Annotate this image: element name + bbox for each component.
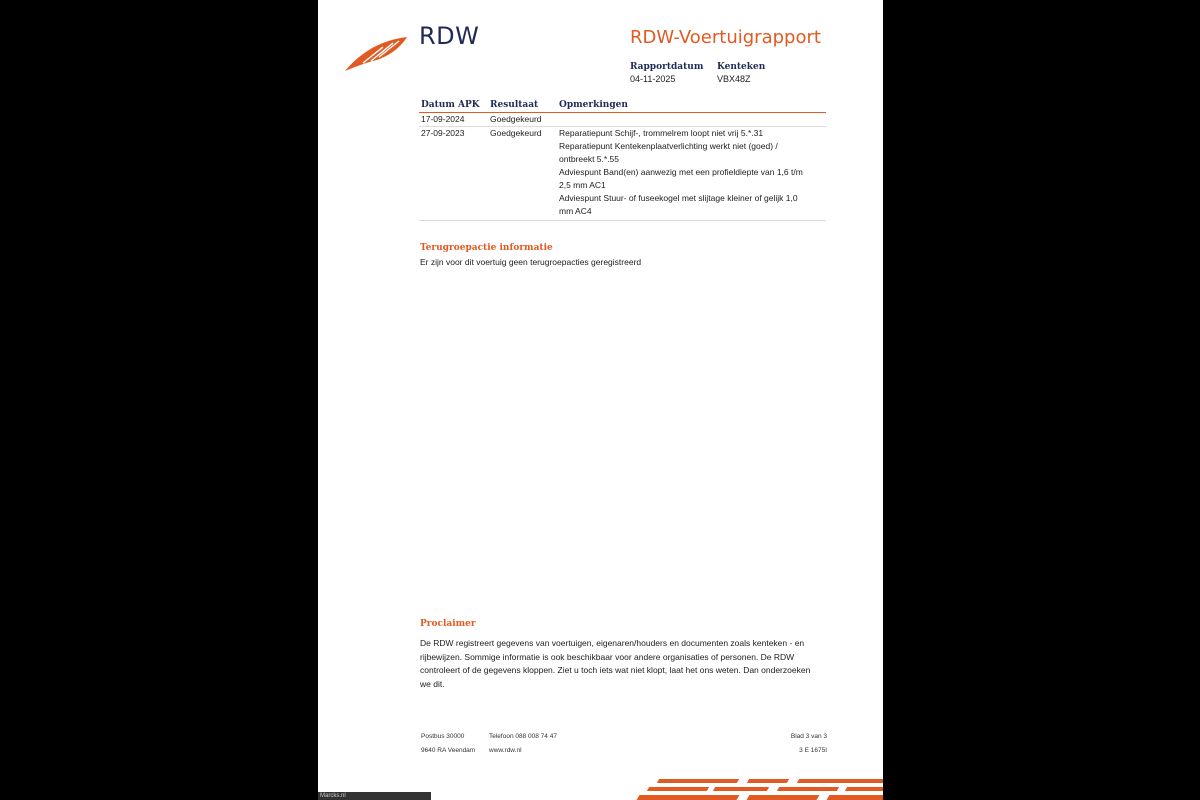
apk-result: Goedgekeurd (490, 128, 542, 138)
report-title: RDW-Voertuigrapport (630, 27, 821, 48)
apk-date: 17-09-2024 (421, 114, 465, 124)
proclaimer-text: De RDW registreert gegevens van voertuigen, eigenaren/houders en documenten zoals kenteken - en rijbewijzen. Sommige informatie is ook beschikbaar voor andere organisaties of personen. De RDW controleert of de gegevens kloppen. Ziet u toch iets wat niet klopt, laat het ons weten. Dan onderzoeken we dit. (420, 638, 811, 689)
table-row (419, 113, 826, 127)
watermark-text: Marcks.nl (320, 793, 346, 799)
column-header-remarks: Opmerkingen (559, 100, 628, 110)
apk-remarks (559, 127, 809, 218)
report-date-label: Rapportdatum (630, 62, 704, 72)
remark-item: Reparatiepunt Schijf-, trommelrem loopt niet vrij 5.*.31 (559, 128, 764, 138)
footer-website[interactable]: www.rdw.nl (489, 747, 522, 754)
footer-code: 3 E 1675I (799, 747, 827, 754)
logo-text: RDW (419, 22, 480, 50)
remark-item: Adviespunt Stuur- of fuseekogel met slijtage kleiner of gelijk 1,0 mm AC4 (559, 193, 798, 216)
remark-item: Adviespunt Band(en) aanwezig met een profieldiepte van 1,6 t/m 2,5 mm AC1 (559, 167, 803, 190)
license-plate-label: Kenteken (717, 62, 766, 72)
recall-title: Terugroepactie informatie (420, 243, 553, 253)
report-date-value: 04-11-2025 (630, 74, 676, 84)
apk-table-header (419, 98, 826, 113)
remark-item: Reparatiepunt Kentekenplaatverlichting werkt niet (goed) / ontbreekt 5.*.55 (559, 141, 778, 164)
column-header-result: Resultaat (490, 100, 539, 110)
license-plate-value: VBX48Z (717, 74, 751, 84)
column-header-date: Datum APK (421, 100, 480, 110)
apk-table (419, 98, 826, 221)
apk-date: 27-09-2023 (421, 128, 465, 138)
table-row (419, 127, 826, 221)
footer-city: 9640 RA Veendam (421, 747, 476, 754)
footer-page-number: Blad 3 van 3 (790, 733, 827, 740)
recall-text: Er zijn voor dit voertuig geen terugroepacties geregistreerd (420, 257, 642, 267)
report-page (318, 0, 883, 800)
footer-postbus: Postbus 30000 (421, 733, 465, 740)
proclaimer-title: Proclaimer (420, 619, 476, 629)
rdw-logo-icon (343, 35, 411, 73)
apk-result: Goedgekeurd (490, 114, 542, 124)
footer-phone: Telefoon 088 008 74 47 (489, 733, 557, 740)
